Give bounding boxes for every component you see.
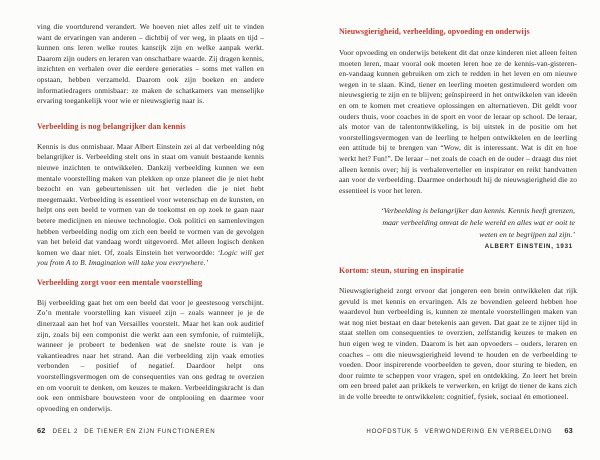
left-mentale-paragraph: Bij verbeelding gaat het om een beeld dat voor je geestesoog verschijnt. Zo’n mentale voorstelling kan visueel zijn – zoals wanneer je je de dinerzaal aan het hof van Versailles voorstelt. Maar het kan ook auditief zijn, zoals bij een componist die werkt aan een symfonie, of ruimtelijk, wanneer je probeert te bedenken wat de snelste route is van je vakantieadres naar het strand. Aan die verbeelding zijn vaak emoties verbonden – positief of negatief. Daardoor helpt ons voorstellingsvermogen om de consequenties van ons gedrag te overzien en om vooruit te denken, om keuzes te maken. Verbeeldingskracht is dan ook een onmisbare bouwsteen voor de ontplooiing en daarmee voor opvoeding en onderwijs. [37,297,264,413]
right-page-number: 63 [564,426,573,435]
left-kennis-paragraph-text: Kennis is dus onmisbaar. Maar Albert Einstein zei al dat verbeelding nóg belangrijker is. Verbeelding stelt ons in staat om vanuit bestaande kennis nieuwe inzichten te ontwikkelen. Dankzij verbeelding kunnen we een mentale voorstelling maken van plekken op onze planeet die je niet hebt bezocht en van gebeurtenissen uit het verleden die je niet hebt meegemaakt. Verbeelding is essentieel voor wetenschap en de kunsten, en helpt ons een beeld te vormen van de toekomst en op zoek te gaan naar betere medicijnen en nieuwe technologie. Ook politici en samenlevingen hebben verbeelding nodig om zich een beeld te vormen van de gevolgen van het beleid dat vandaag wordt uitgevoerd. Met alleen logisch denken komen we daar niet. Of, zoals Einstein het verwoordde: [37,141,264,257]
right-section-heading-1: Nieuwsgierigheid, verbeelding, opvoeding en onderwijs [339,27,530,36]
quote-attribution: ALBERT EINSTEIN, 1931 [484,243,573,251]
right-footer-section: HOOFDSTUK 5 [366,428,419,435]
left-footer-section: DEEL 2 [52,428,79,435]
left-page-number: 62 [37,426,46,435]
left-page-footer [37,426,215,435]
left-kennis-paragraph [37,142,264,269]
right-page [339,0,577,403]
left-section-heading-2: Verbeelding zorgt voor een mentale voorstelling [37,277,203,287]
right-opvoeding-paragraph: Voor opvoeding en onderwijs betekent dit dat onze kinderen niet alleen feiten moeten leren, maar vooral ook moeten leren hoe ze de kennis-van-gisteren-en-vandaag kunnen gebruiken om zich te redden in het leven en om nieuwe wegen in te slaan. Kind, tiener en leerling moeten gestimuleerd worden om nieuwsgierig te zijn en te blijven; geïnspireerd in het ontwikkelen van ideeën en om te komen met creatieve oplossingen en alternatieven. Dit geldt voor ouders thuis, voor coaches in de sport en voor de leraar op school. De leraar, als motor van de talentontwikkeling, is bij uitstek in de positie om het voorstellingsvermogen van de leerling te helpen ontwikkelen en de leerling een attitude bij te brengen van “Wow, dit is interessant. Wat is dit en hoe werkt het? Fun!”. De leraar – net zoals de coach en de ouder – draagt dus niet alleen kennis over; hij is verhalenverteller en inspirator en reikt handvatten aan voor de verbeelding. Daarmee onderhoudt hij de nieuwsgierigheid die zo essentieel is voor het leren. [339,48,577,195]
left-intro-paragraph: ving die voortdurend verandert. We hoeven niet alles zelf uit te vinden want de ervaringen van anderen – dichtbij of ver weg, in plaats en tijd – kunnen ons leren welke routes kansrijk zijn en welke aanpak werkt. Daarom zijn ouders en leraren van onschatbare waarde. Zij dragen kennis, inzichten en verhalen over die eerdere generaties – soms met vallen en opstaan, hebben verzameld. Daarom ook zijn boeken en andere informatiedragers onmisbaar: ze maken de schatkamers van menselijke ervaring toegankelijk voor wie er nieuwsgierig naar is. [37,22,264,106]
einstein-logic-quote: ‘Logic will get you from A to B. Imagination will take you everywhere.’ [37,247,264,268]
right-footer-title: VERWONDERING EN VERBEELDING [424,428,553,435]
right-section-heading-2: Kortom: steun, sturing en inspiratie [339,266,464,276]
left-footer-title: DE TIENER EN ZIJN FUNCTIONEREN [84,428,216,435]
right-kortom-paragraph: Nieuwsgierigheid zorgt ervoor dat jongeren een brein ontwikkelen dat rijk gevuld is met kennis en ervaringen. Als ze bovendien geleerd hebben hoe waardevol hun verbeelding is, kunnen ze mentale voorstellingen maken van wat nog niet bestaat en daar betekenis aan geven. Dat gaat ze te zijner tijd in staat stellen om consequenties te overzien, zelfstandig keuzes te maken en hun eigen weg te vinden. Daarom is het aan opvoeders – ouders, leraren en coaches – om die nieuwsgierigheid levend te houden en de verbeelding te voeden. Door inspirerende voorbeelden te geven, door sturing te bieden, en door ruimte te scheppen voor vragen, spel en ontdekking. Zo leert het brein om een breed palet aan prikkels te verwerken, en krijgt de tiener de kans zich in de volle breedte te ontwikkelen: cognitief, fysiek, sociaal én emotioneel. [339,286,577,402]
left-page [37,0,264,414]
left-section-heading-1: Verbeelding is nog belangrijker dan kennis [37,121,186,131]
einstein-pull-quote: ‘Verbeelding is belangrijker dan kennis. Kennis heeft grenzen, maar verbeelding omvat de hele wereld en alles wat er ooit te weten en te begrijpen zal zijn.’ [381,206,575,239]
right-page-footer [366,426,573,435]
